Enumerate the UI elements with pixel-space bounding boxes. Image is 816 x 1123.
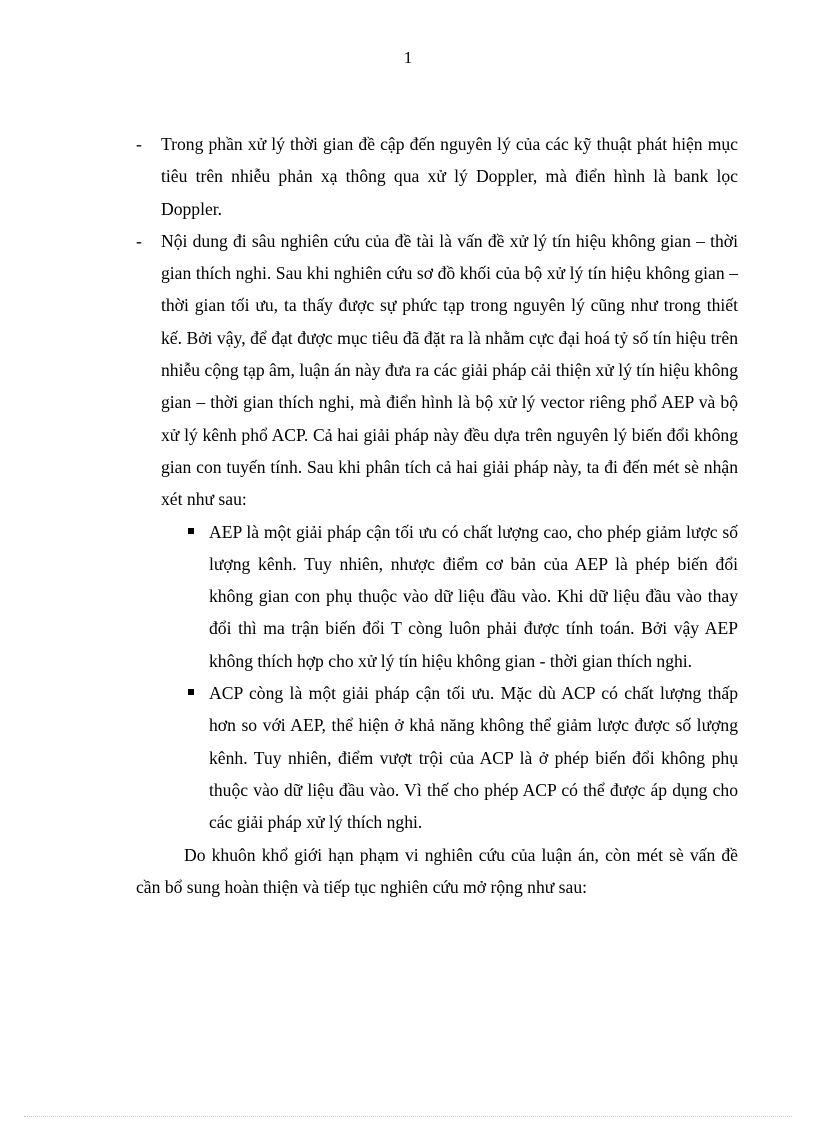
dash-marker: - bbox=[136, 134, 142, 154]
document-body bbox=[136, 128, 738, 903]
footer-divider bbox=[24, 1116, 792, 1117]
bullet-text: AEP là một giải pháp cận tối ưu có chất lượng cao, cho phép giảm lược số lượng kênh. Tuy nhiên, nhược điểm cơ bản của AEP là phép biến đổi không gian con phụ thuộc vào dữ liệu đầu vào. Khi dữ liệu đầu vào thay đổi thì ma trận biến đổi T còng luôn phải được tính toán. Bởi vậy AEP không thích hợp cho xử lý tín hiệu không gian - thời gian thích nghi. bbox=[209, 521, 738, 671]
bullet-item-aep bbox=[161, 516, 738, 677]
list-item-text: Trong phần xử lý thời gian đề cập đến nguyên lý của các kỹ thuật phát hiện mục tiêu trên nhiễu phản xạ thông qua xử lý Doppler, mà điển hình là bank lọc Doppler. bbox=[161, 134, 738, 219]
list-item-text: Nội dung đi sâu nghiên cứu của đề tài là vấn đề xử lý tín hiệu không gian – thời gian thích nghi. Sau khi nghiên cứu sơ đồ khối của bộ xử lý tín hiệu không gian – thời gian tối ưu, ta thấy được sự phức tạp trong nguyên lý cũng như trong thiết kế. Bởi vậy, để đạt được mục tiêu đã đặt ra là nhằm cực đại hoá tỷ số tín hiệu trên nhiễu cộng tạp âm, luận án này đưa ra các giải pháp cải thiện xử lý tín hiệu không gian – thời gian thích nghi, mà điển hình là bộ xử lý vector riêng phổ AEP và bộ xử lý kênh phổ ACP. Cả hai giải pháp này đều dựa trên nguyên lý biến đổi không gian con tuyến tính. Sau khi phân tích cả hai giải pháp này, ta đi đến mét sè nhận xét như sau: bbox=[161, 230, 738, 510]
bullet-item-acp bbox=[161, 677, 738, 838]
page-number: 1 bbox=[403, 48, 413, 67]
list-item-time-processing bbox=[136, 128, 738, 225]
dash-marker: - bbox=[136, 230, 142, 251]
bullet-list bbox=[136, 516, 738, 839]
bullet-text: ACP còng là một giải pháp cận tối ưu. Mặc dù ACP có chất lượng thấp hơn so với AEP, thể hiện ở khả năng không thể giảm lược được số lượng kênh. Tuy nhiên, điểm vượt trội của ACP là ở phép biến đổi không phụ thuộc vào dữ liệu đầu vào. Vì thế cho phép ACP có thể được áp dụng cho các giải pháp xử lý thích nghi. bbox=[209, 683, 738, 833]
list-item-adaptive-processing bbox=[136, 225, 738, 516]
closing-paragraph: Do khuôn khổ giới hạn phạm vi nghiên cứu của luận án, còn mét sè vấn đề cần bổ sung hoàn thiện và tiếp tục nghiên cứu mở rộng như sau: bbox=[136, 844, 738, 897]
square-bullet-icon bbox=[188, 528, 194, 534]
square-bullet-icon bbox=[188, 689, 194, 695]
